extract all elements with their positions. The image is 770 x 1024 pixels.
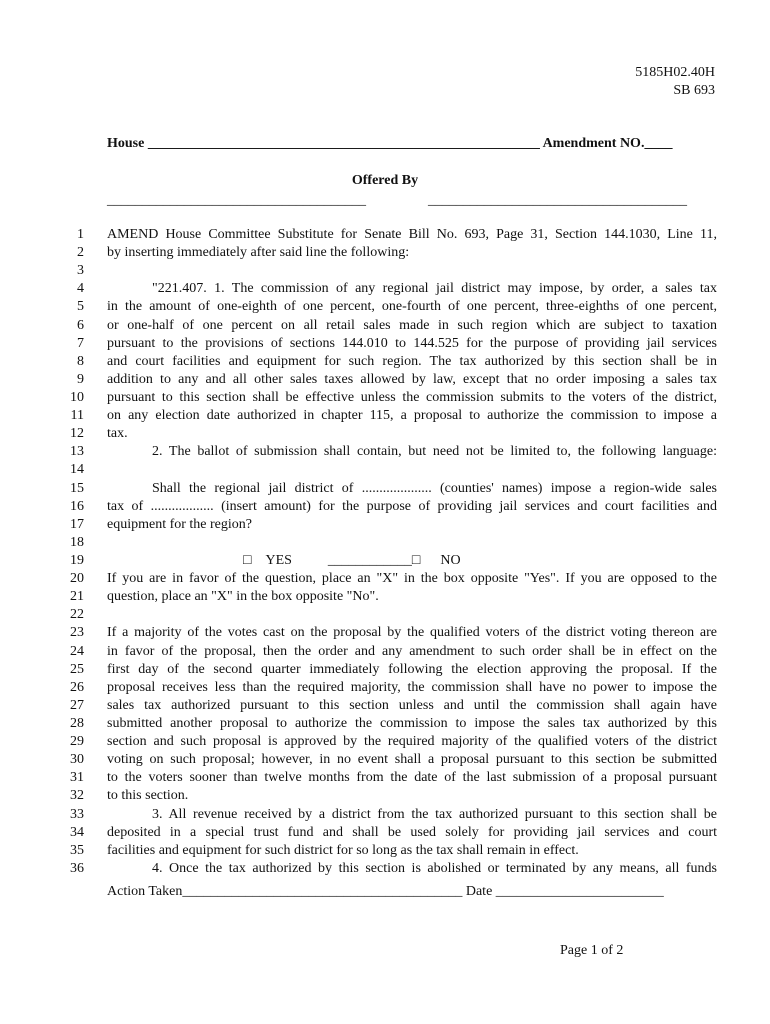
line-number: 20: [70, 571, 84, 587]
document-line: [0, 769, 770, 787]
document-line: [0, 570, 770, 588]
document-line: [0, 643, 770, 661]
document-line: [0, 715, 770, 733]
doc-code: 5185H02.40H: [635, 65, 715, 80]
line-text: in the amount of one-eighth of one percent, one-fourth of one percent, three-eighths of one percent,: [107, 299, 717, 315]
line-text: proposal receives less than the required majority, the commission shall have no power to impose the: [107, 679, 717, 695]
document-line: [0, 588, 770, 606]
line-number: 18: [70, 534, 84, 550]
line-text: submitted another proposal to authorize the commission to impose the sales tax authorized by this: [107, 715, 717, 731]
line-text: to this section.: [107, 788, 189, 804]
line-number: 28: [70, 715, 84, 731]
line-text: 2. The ballot of submission shall contain, but need not be limited to, the following language:: [152, 444, 717, 460]
document-line: [0, 787, 770, 805]
line-number: 34: [70, 824, 84, 840]
document-line: [0, 661, 770, 679]
document-line: [0, 425, 770, 443]
document-line: [0, 516, 770, 534]
signature-line-right: _____________________________________: [428, 193, 687, 208]
action-taken-line: Action Taken________________________________________ Date ________________________: [107, 884, 664, 899]
line-text: first day of the second quarter immediately following the election approving the proposal. If the: [107, 661, 717, 677]
line-text: Shall the regional jail district of .................... (counties' names) impose a region-wide sales: [152, 480, 717, 496]
document-line: [0, 226, 770, 244]
line-number: 25: [70, 661, 84, 677]
line-text: 4. Once the tax authorized by this section is abolished or terminated by any means, all funds: [152, 860, 717, 876]
document-line: [0, 751, 770, 769]
document-line: [0, 371, 770, 389]
document-line: [0, 552, 770, 570]
signature-line-left: _____________________________________: [107, 193, 366, 208]
line-text: and court facilities and equipment for such region. The tax authorized by this section shall be in: [107, 353, 717, 369]
document-line: [0, 317, 770, 335]
document-line: [0, 697, 770, 715]
line-number: 13: [70, 444, 84, 460]
line-text: or one-half of one percent on all retail sales made in such region which are subject to taxation: [107, 317, 717, 333]
line-text: tax.: [107, 426, 128, 442]
ballot-blank-line: ____________: [327, 552, 412, 568]
document-line: [0, 443, 770, 461]
document-line: [0, 679, 770, 697]
document-line: [0, 353, 770, 371]
document-line: [0, 860, 770, 878]
line-text: "221.407. 1. The commission of any regional jail district may impose, by order, a sales tax: [152, 281, 717, 297]
line-text: addition to any and all other sales taxes allowed by law, except that no order imposing a sales tax: [107, 371, 717, 387]
line-number: 15: [70, 480, 84, 496]
document-line: [0, 498, 770, 516]
line-text: If a majority of the votes cast on the proposal by the qualified voters of the district voting thereon are: [107, 625, 717, 641]
document-line: [0, 335, 770, 353]
bill-reference: SB 693: [673, 83, 715, 98]
line-text: AMEND House Committee Substitute for Senate Bill No. 693, Page 31, Section 144.1030, Line 11,: [107, 227, 717, 242]
line-number: 36: [70, 860, 84, 876]
line-text: to the voters sooner than twelve months from the date of the last submission of a proposal pursuant: [107, 770, 717, 786]
document-line: [0, 298, 770, 316]
line-text: pursuant to the provisions of sections 144.010 to 144.525 for the purpose of providing jail services: [107, 335, 717, 351]
line-number: 19: [70, 552, 84, 568]
document-code-block: [635, 64, 715, 100]
document-line: [0, 461, 770, 479]
numbered-text-body: [0, 226, 770, 878]
document-line: [0, 624, 770, 642]
line-number: 26: [70, 679, 84, 695]
line-number: 22: [70, 607, 84, 623]
document-line: [0, 806, 770, 824]
line-number: 24: [70, 643, 84, 659]
document-line: [0, 407, 770, 425]
line-number: 23: [70, 625, 84, 641]
line-number: 11: [70, 408, 84, 424]
document-line: [0, 733, 770, 751]
line-text: pursuant to this section shall be effective unless the commission submits to the voters of the district,: [107, 389, 717, 405]
ballot-no-checkbox[interactable]: □: [411, 552, 421, 568]
line-text: by inserting immediately after said line the following:: [107, 245, 410, 261]
ballot-options: [243, 552, 503, 570]
document-line: [0, 262, 770, 280]
document-line: [0, 389, 770, 407]
line-number: 1: [77, 227, 84, 242]
ballot-yes-checkbox[interactable]: □: [243, 552, 252, 568]
line-text: section and such proposal is approved by the required majority of the qualified voters of the district: [107, 734, 717, 750]
line-text: on any election date authorized in chapter 115, a proposal to authorize the commission to impose a: [107, 408, 717, 424]
line-number: 35: [70, 842, 84, 858]
line-number: 6: [77, 317, 84, 333]
document-line: [0, 842, 770, 860]
line-text: sales tax authorized pursuant to this section unless and until the commission shall again have: [107, 697, 717, 713]
line-number: 30: [70, 752, 84, 768]
line-number: 17: [70, 516, 84, 532]
document-line: [0, 534, 770, 552]
line-number: 8: [77, 353, 84, 369]
line-number: 21: [70, 589, 84, 605]
line-number: 10: [70, 389, 84, 405]
document-line: [0, 824, 770, 842]
house-amendment-line: House ________________________________________________________ Amendment NO.____: [107, 136, 673, 151]
line-number: 32: [70, 788, 84, 804]
line-text: voting on such proposal; however, in no event shall a proposal pursuant to this section be submitted: [107, 752, 717, 768]
line-number: 33: [70, 806, 84, 822]
line-text: tax of .................. (insert amount) for the purpose of providing jail services and court facilities and: [107, 498, 717, 514]
line-number: 9: [77, 371, 84, 387]
line-number: 31: [70, 770, 84, 786]
line-number: 7: [77, 335, 84, 351]
line-text: 3. All revenue received by a district from the tax authorized pursuant to this section shall be: [152, 806, 717, 822]
line-number: 4: [77, 281, 84, 297]
document-line: [0, 480, 770, 498]
line-text: deposited in a special trust fund and shall be used solely for providing jail services and court: [107, 824, 717, 840]
ballot-no-label: NO: [440, 552, 461, 568]
ballot-yes-label: YES: [265, 552, 292, 568]
line-text: facilities and equipment for such district for so long as the tax shall remain in effect.: [107, 842, 579, 858]
line-number: 29: [70, 734, 84, 750]
line-number: 16: [70, 498, 84, 514]
line-number: 12: [70, 426, 84, 442]
line-number: 27: [70, 697, 84, 713]
document-line: [0, 606, 770, 624]
line-number: 2: [77, 245, 84, 261]
line-text: in favor of the proposal, then the order and any amendment to such order shall be in effect on the: [107, 643, 717, 659]
line-text: equipment for the region?: [107, 516, 253, 532]
line-text: If you are in favor of the question, place an "X" in the box opposite "Yes". If you are opposed to the: [107, 571, 717, 587]
page-number: Page 1 of 2: [560, 943, 624, 958]
line-number: 14: [70, 462, 84, 478]
line-number: 5: [77, 299, 84, 315]
document-line: [0, 280, 770, 298]
document-line: [0, 244, 770, 262]
offered-by-heading: Offered By: [351, 173, 419, 188]
line-number: 3: [77, 263, 84, 279]
line-text: question, place an "X" in the box opposite "No".: [107, 589, 379, 605]
